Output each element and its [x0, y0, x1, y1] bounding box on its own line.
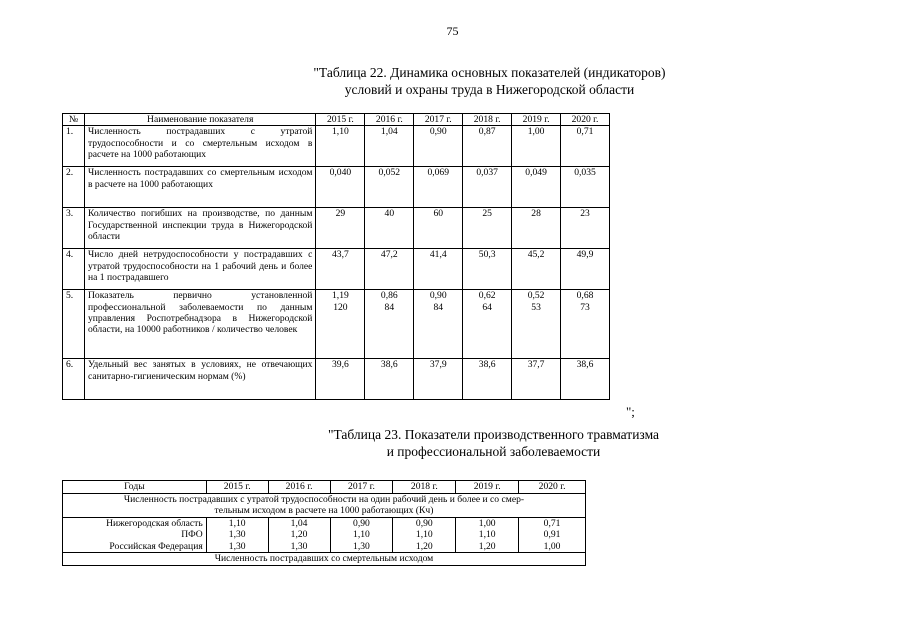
table-23-title — [0, 426, 905, 460]
row-number: 3. — [63, 208, 85, 249]
header-2017: 2017 г. — [330, 481, 393, 494]
value-2015: 43,7 — [316, 249, 365, 290]
row-number: 1. — [63, 126, 85, 167]
value-2018: 1,10 — [393, 529, 456, 541]
indicator-name: Удельный вес занятых в условиях, не отвечающих санитарно-гигиеническим нормам (%) — [84, 359, 315, 400]
value-2015: 29 — [316, 208, 365, 249]
header-num: № — [63, 114, 85, 126]
value-2016: 1,20 — [268, 529, 330, 541]
rate-value: 1,19 — [332, 290, 349, 302]
table-row — [63, 126, 610, 167]
table-row — [63, 541, 586, 553]
header-name: Наименование показателя — [84, 114, 315, 126]
value-2015: 1,10 — [316, 126, 365, 167]
value-2016 — [365, 290, 414, 359]
header-years: Годы — [63, 481, 207, 494]
table-row — [63, 249, 610, 290]
value-2018: 25 — [463, 208, 512, 249]
value-2020: 0,91 — [519, 529, 586, 541]
table-row — [63, 517, 586, 529]
count-value: 84 — [384, 301, 395, 313]
count-value: 84 — [433, 301, 444, 313]
value-2015: 39,6 — [316, 359, 365, 400]
table-22 — [62, 113, 610, 400]
value-2019: 28 — [512, 208, 561, 249]
value-2018: 50,3 — [463, 249, 512, 290]
value-2019 — [512, 290, 561, 359]
value-2020: 0,71 — [561, 126, 610, 167]
table-22-title — [0, 64, 905, 98]
value-2015: 1,10 — [206, 517, 268, 529]
value-2020: 0,71 — [519, 517, 586, 529]
count-value: 120 — [333, 301, 348, 313]
value-2018: 38,6 — [463, 359, 512, 400]
value-2020: 0,035 — [561, 167, 610, 208]
header-2015: 2015 г. — [316, 114, 365, 126]
count-value: 73 — [580, 301, 590, 313]
header-2016: 2016 г. — [365, 114, 414, 126]
value-2017: 1,10 — [330, 529, 393, 541]
value-2020: 38,6 — [561, 359, 610, 400]
value-2019: 37,7 — [512, 359, 561, 400]
region-label: Российская Федерация — [63, 541, 207, 553]
table-22-header-row — [63, 114, 610, 126]
section-line-2: тельным исходом в расчете на 1000 работающих (Кч) — [214, 505, 434, 516]
value-2017 — [414, 290, 463, 359]
table-23-header-row — [63, 481, 586, 494]
row-number: 4. — [63, 249, 85, 290]
indicator-name: Численность пострадавших с утратой трудоспособности и со смертельным исходом в расчете на 1000 работающих — [84, 126, 315, 167]
value-2018: 1,20 — [393, 541, 456, 553]
section-injury-rate-header — [63, 493, 586, 517]
value-2016: 0,052 — [365, 167, 414, 208]
value-2019: 0,049 — [512, 167, 561, 208]
value-2017: 0,90 — [414, 126, 463, 167]
value-2018: 0,90 — [393, 517, 456, 529]
value-2016: 40 — [365, 208, 414, 249]
region-label: ПФО — [63, 529, 207, 541]
count-value: 53 — [531, 301, 541, 313]
page-number: 75 — [446, 24, 459, 38]
table-22-title-line-1: "Таблица 22. Динамика основных показателей (индикаторов) — [313, 65, 666, 80]
value-2016: 1,04 — [365, 126, 414, 167]
rate-value: 0,62 — [478, 290, 496, 302]
value-2017: 41,4 — [414, 249, 463, 290]
table-row — [63, 359, 610, 400]
table-row — [63, 208, 610, 249]
header-2017: 2017 г. — [414, 114, 463, 126]
value-2017: 0,069 — [414, 167, 463, 208]
table-23-title-line-1: "Таблица 23. Показатели производственного травматизма — [327, 427, 660, 442]
value-2020: 23 — [561, 208, 610, 249]
indicator-name: Показатель первично установленной профессиональной заболеваемости по данным управления Роспотребнадзора в Нижегородской области, на 10000 работников / количество человек — [84, 290, 315, 359]
table-row — [63, 167, 610, 208]
value-2017: 0,90 — [330, 517, 393, 529]
value-2019: 1,10 — [456, 529, 519, 541]
header-2019: 2019 г. — [512, 114, 561, 126]
value-2017: 1,30 — [330, 541, 393, 553]
row-number: 5. — [63, 290, 85, 359]
table-23 — [62, 480, 586, 566]
value-2016: 47,2 — [365, 249, 414, 290]
value-2020: 49,9 — [561, 249, 610, 290]
header-2019: 2019 г. — [456, 481, 519, 494]
rate-value: 0,90 — [429, 290, 447, 302]
value-2018: 0,037 — [463, 167, 512, 208]
indicator-name: Количество погибших на производстве, по данным Государственной инспекции труда в Нижегородской области — [84, 208, 315, 249]
value-2020: 1,00 — [519, 541, 586, 553]
value-2019: 1,00 — [512, 126, 561, 167]
header-2018: 2018 г. — [393, 481, 456, 494]
region-label: Нижегородская область — [63, 517, 207, 529]
section-fatal-header: Численность пострадавших со смертельным исходом — [63, 553, 586, 566]
section-header-row — [63, 553, 586, 566]
count-value: 64 — [482, 301, 492, 313]
value-2019: 1,00 — [456, 517, 519, 529]
header-2020: 2020 г. — [519, 481, 586, 494]
value-2015: 0,040 — [316, 167, 365, 208]
indicator-name: Численность пострадавших со смертельным исходом в расчете на 1000 работающих — [84, 167, 315, 208]
rate-value: 0,68 — [576, 290, 594, 302]
header-2020: 2020 г. — [561, 114, 610, 126]
rate-value: 0,52 — [527, 290, 545, 302]
header-2015: 2015 г. — [206, 481, 268, 494]
value-2016: 38,6 — [365, 359, 414, 400]
value-2016: 1,04 — [268, 517, 330, 529]
value-2017: 60 — [414, 208, 463, 249]
table-22-closing-quote: "; — [626, 404, 635, 419]
table-22-title-line-2: условий и охраны труда в Нижегородской области — [344, 82, 635, 97]
section-header-row — [63, 493, 586, 517]
value-2018 — [463, 290, 512, 359]
header-2016: 2016 г. — [268, 481, 330, 494]
value-2019: 1,20 — [456, 541, 519, 553]
row-number: 2. — [63, 167, 85, 208]
section-line-1: Численность пострадавших с утратой трудоспособности на один рабочий день и более и со смер- — [123, 493, 525, 505]
value-2019: 45,2 — [512, 249, 561, 290]
table-row — [63, 529, 586, 541]
value-2016: 1,30 — [268, 541, 330, 553]
value-2017: 37,9 — [414, 359, 463, 400]
value-2020 — [561, 290, 610, 359]
value-2015 — [316, 290, 365, 359]
rate-value: 0,86 — [380, 290, 398, 302]
value-2015: 1,30 — [206, 529, 268, 541]
row-number: 6. — [63, 359, 85, 400]
value-2018: 0,87 — [463, 126, 512, 167]
table-23-title-line-2: и профессиональной заболеваемости — [386, 444, 601, 459]
header-2018: 2018 г. — [463, 114, 512, 126]
table-row — [63, 290, 610, 359]
value-2015: 1,30 — [206, 541, 268, 553]
indicator-name: Число дней нетрудоспособности у пострадавших с утратой трудоспособности на 1 рабочий день и более на 1 пострадавшего — [84, 249, 315, 290]
